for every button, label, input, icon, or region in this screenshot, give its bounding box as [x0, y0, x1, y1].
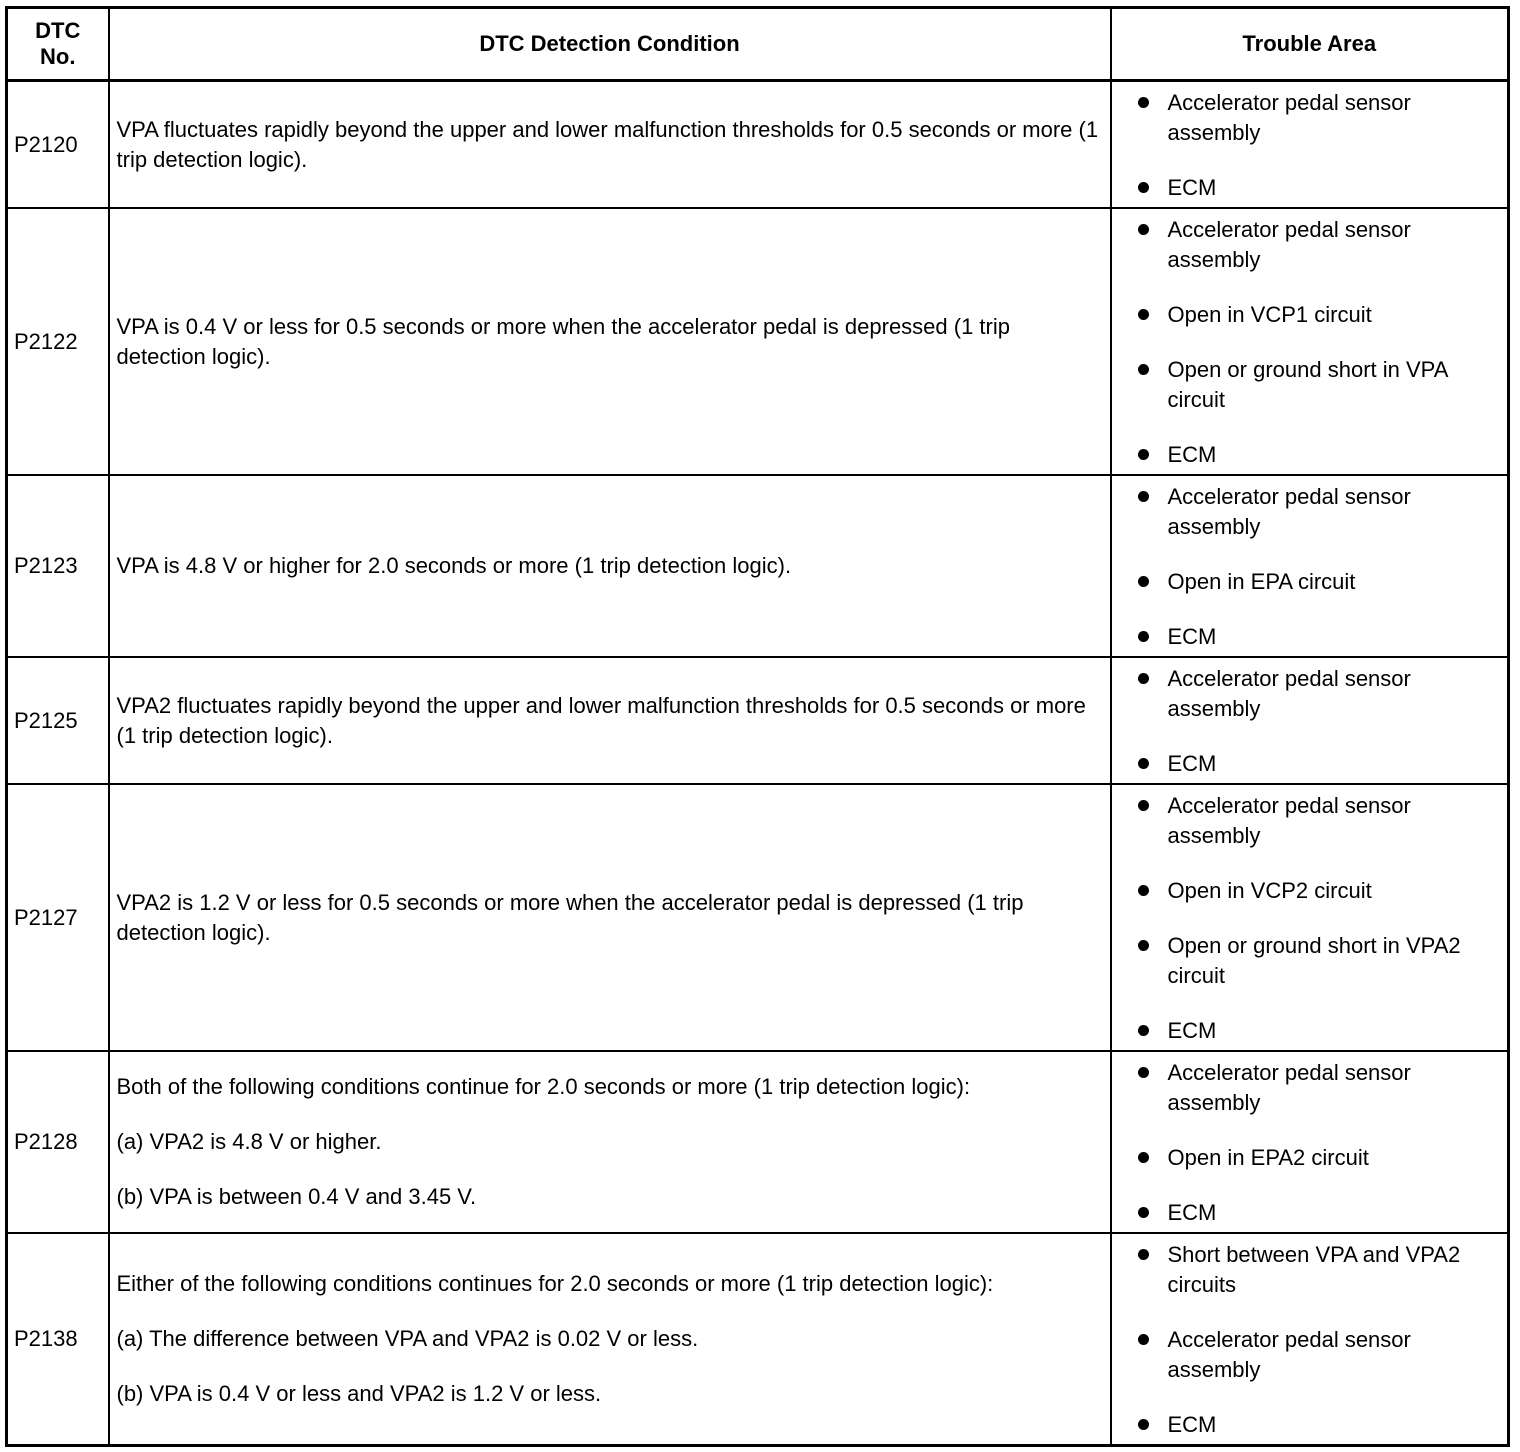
list-item	[1132, 173, 1494, 203]
table-row	[7, 81, 1509, 209]
list-item	[1132, 300, 1494, 330]
bullet-icon	[1138, 1419, 1149, 1430]
trouble-area-list	[1132, 88, 1494, 203]
list-item	[1132, 1240, 1494, 1300]
detection-condition	[109, 657, 1111, 784]
trouble-area-label: Accelerator pedal sensor assembly	[1167, 1060, 1411, 1115]
trouble-area-label: Accelerator pedal sensor assembly	[1167, 217, 1411, 272]
table-row	[7, 1051, 1509, 1233]
bullet-icon	[1138, 1207, 1149, 1218]
header-row	[7, 8, 1509, 81]
list-item	[1132, 88, 1494, 148]
bullet-icon	[1138, 1067, 1149, 1078]
trouble-area-label: Accelerator pedal sensor assembly	[1167, 1327, 1411, 1382]
bullet-icon	[1138, 1334, 1149, 1345]
trouble-area-list	[1132, 791, 1494, 1046]
trouble-area-list	[1132, 215, 1494, 470]
trouble-area-label: Open in EPA circuit	[1167, 569, 1356, 594]
detection-condition	[109, 1051, 1111, 1233]
bullet-icon	[1138, 224, 1149, 235]
header-dtc-no: DTC No.	[7, 8, 109, 81]
trouble-area	[1111, 81, 1509, 209]
list-item	[1132, 567, 1494, 597]
list-item	[1132, 791, 1494, 851]
trouble-area-label: Open in VCP1 circuit	[1167, 302, 1372, 327]
trouble-area	[1111, 784, 1509, 1051]
trouble-area-label: Open or ground short in VPA circuit	[1167, 357, 1448, 412]
list-item	[1132, 1410, 1494, 1440]
condition-paragraph: (a) VPA2 is 4.8 V or higher.	[116, 1129, 382, 1154]
condition-paragraph: VPA is 4.8 V or higher for 2.0 seconds or more (1 trip detection logic).	[116, 553, 792, 578]
trouble-area-label: ECM	[1167, 175, 1217, 200]
trouble-area-label: Open in VCP2 circuit	[1167, 878, 1372, 903]
trouble-area	[1111, 475, 1509, 657]
bullet-icon	[1138, 1025, 1149, 1036]
list-item	[1132, 749, 1494, 779]
trouble-area-list	[1132, 482, 1494, 652]
bullet-icon	[1138, 1152, 1149, 1163]
bullet-icon	[1138, 940, 1149, 951]
trouble-area-label: ECM	[1167, 1018, 1217, 1043]
detection-condition	[109, 81, 1111, 209]
bullet-icon	[1138, 673, 1149, 684]
table-row	[7, 208, 1509, 475]
condition-paragraph: (b) VPA is 0.4 V or less and VPA2 is 1.2 V or less.	[116, 1381, 602, 1406]
list-item	[1132, 1016, 1494, 1046]
bullet-icon	[1138, 885, 1149, 896]
bullet-icon	[1138, 576, 1149, 587]
table-row	[7, 1233, 1509, 1446]
bullet-icon	[1138, 491, 1149, 502]
table-row	[7, 475, 1509, 657]
trouble-area-label: Open or ground short in VPA2 circuit	[1167, 933, 1461, 988]
bullet-icon	[1138, 364, 1149, 375]
detection-condition	[109, 1233, 1111, 1446]
list-item	[1132, 1143, 1494, 1173]
dtc-code: P2125	[7, 657, 109, 784]
trouble-area-list	[1132, 1240, 1494, 1440]
trouble-area	[1111, 208, 1509, 475]
trouble-area-label: ECM	[1167, 624, 1217, 649]
header-detection-condition: DTC Detection Condition	[109, 8, 1111, 81]
list-item	[1132, 440, 1494, 470]
dtc-code: P2138	[7, 1233, 109, 1446]
header-trouble-area: Trouble Area	[1111, 8, 1509, 81]
bullet-icon	[1138, 758, 1149, 769]
bullet-icon	[1138, 309, 1149, 320]
list-item	[1132, 1325, 1494, 1385]
bullet-icon	[1138, 97, 1149, 108]
dtc-code: P2120	[7, 81, 109, 209]
dtc-table	[5, 6, 1510, 1447]
table-row	[7, 657, 1509, 784]
list-item	[1132, 1058, 1494, 1118]
detection-condition	[109, 784, 1111, 1051]
list-item	[1132, 1198, 1494, 1228]
trouble-area-list	[1132, 1058, 1494, 1228]
condition-paragraph: (a) The difference between VPA and VPA2 is 0.02 V or less.	[116, 1326, 699, 1351]
list-item	[1132, 482, 1494, 542]
condition-paragraph: Both of the following conditions continue for 2.0 seconds or more (1 trip detection logic):	[116, 1074, 971, 1099]
trouble-area-label: Accelerator pedal sensor assembly	[1167, 793, 1411, 848]
condition-paragraph: VPA fluctuates rapidly beyond the upper and lower malfunction thresholds for 0.5 seconds or more (1 trip detection logic).	[116, 116, 1099, 172]
list-item	[1132, 355, 1494, 415]
trouble-area-label: ECM	[1167, 1412, 1217, 1437]
trouble-area-label: Accelerator pedal sensor assembly	[1167, 90, 1411, 145]
trouble-area-label: Accelerator pedal sensor assembly	[1167, 666, 1411, 721]
dtc-code: P2128	[7, 1051, 109, 1233]
bullet-icon	[1138, 1249, 1149, 1260]
condition-paragraph: Either of the following conditions continues for 2.0 seconds or more (1 trip detection logic):	[116, 1271, 994, 1296]
bullet-icon	[1138, 449, 1149, 460]
bullet-icon	[1138, 631, 1149, 642]
condition-paragraph: VPA is 0.4 V or less for 0.5 seconds or more when the accelerator pedal is depressed (1 trip detection logic).	[116, 313, 1010, 369]
trouble-area-label: Short between VPA and VPA2 circuits	[1167, 1242, 1461, 1297]
trouble-area-label: ECM	[1167, 1200, 1217, 1225]
table-row	[7, 784, 1509, 1051]
dtc-code: P2122	[7, 208, 109, 475]
dtc-code: P2123	[7, 475, 109, 657]
trouble-area	[1111, 657, 1509, 784]
trouble-area-label: ECM	[1167, 751, 1217, 776]
bullet-icon	[1138, 800, 1149, 811]
trouble-area-label: ECM	[1167, 442, 1217, 467]
trouble-area	[1111, 1051, 1509, 1233]
trouble-area	[1111, 1233, 1509, 1446]
condition-paragraph: VPA2 is 1.2 V or less for 0.5 seconds or more when the accelerator pedal is depressed (1 trip detection logic).	[116, 889, 1024, 945]
trouble-area-label: Open in EPA2 circuit	[1167, 1145, 1369, 1170]
detection-condition	[109, 208, 1111, 475]
list-item	[1132, 876, 1494, 906]
detection-condition	[109, 475, 1111, 657]
dtc-code: P2127	[7, 784, 109, 1051]
list-item	[1132, 215, 1494, 275]
bullet-icon	[1138, 182, 1149, 193]
trouble-area-list	[1132, 664, 1494, 779]
list-item	[1132, 622, 1494, 652]
list-item	[1132, 664, 1494, 724]
trouble-area-label: Accelerator pedal sensor assembly	[1167, 484, 1411, 539]
condition-paragraph: VPA2 fluctuates rapidly beyond the upper and lower malfunction thresholds for 0.5 seconds or more (1 trip detection logic).	[116, 692, 1086, 748]
list-item	[1132, 931, 1494, 991]
condition-paragraph: (b) VPA is between 0.4 V and 3.45 V.	[116, 1184, 477, 1209]
